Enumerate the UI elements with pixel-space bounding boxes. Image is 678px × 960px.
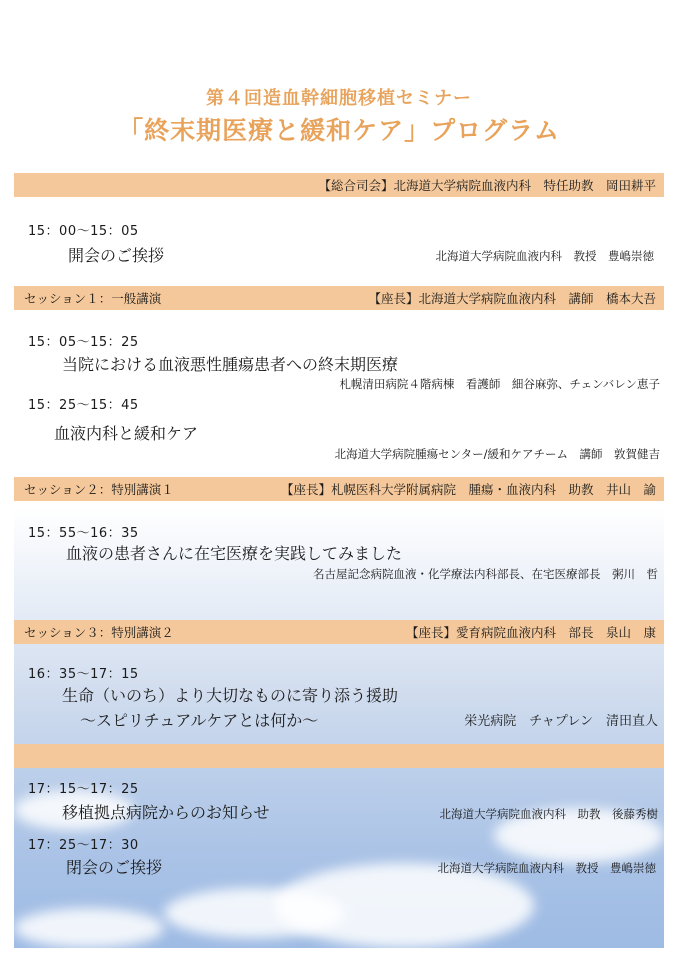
session2-label: セッション２：特別講演１ bbox=[24, 482, 174, 497]
session3-label: セッション３：特別講演２ bbox=[24, 625, 174, 640]
session3-bar bbox=[14, 620, 664, 644]
session3-subtitle: 〜スピリチュアルケアとは何か〜 bbox=[80, 711, 319, 730]
session1-talk1-time: 15：05〜15：25 bbox=[28, 335, 139, 350]
moderator-bar bbox=[14, 173, 664, 197]
closing-item1-time: 17：15〜17：25 bbox=[28, 782, 139, 797]
closing-item1-title: 移植拠点病院からのお知らせ bbox=[62, 803, 270, 822]
opening-time: 15：00〜15：05 bbox=[28, 224, 139, 239]
closing-item2-speaker: 北海道大学病院血液内科 教授 豊嶋崇徳 bbox=[437, 861, 656, 875]
closing-item1-speaker: 北海道大学病院血液内科 助教 後藤秀樹 bbox=[439, 807, 658, 821]
closing-bar bbox=[14, 744, 664, 768]
moderator-label: 【総合司会】北海道大学病院血液内科 特任助教 岡田耕平 bbox=[318, 178, 656, 193]
session3-time: 16：35〜17：15 bbox=[28, 667, 139, 682]
title-line2: 「終末期医療と緩和ケア」プログラム bbox=[118, 116, 560, 145]
opening-title: 開会のご挨拶 bbox=[68, 246, 165, 265]
session1-talk1-title: 当院における血液悪性腫瘍患者への終末期医療 bbox=[62, 355, 399, 374]
session2-chair: 【座長】札幌医科大学附属病院 腫瘍・血液内科 助教 井山 諭 bbox=[280, 482, 656, 497]
session2-bar bbox=[14, 477, 664, 501]
session1-label: セッション１：一般講演 bbox=[24, 291, 162, 306]
cloud-5 bbox=[14, 908, 164, 948]
session1-chair: 【座長】北海道大学病院血液内科 講師 橋本大吾 bbox=[368, 291, 656, 306]
session2-time: 15：55〜16：35 bbox=[28, 526, 139, 541]
closing-item2-time: 17：25〜17：30 bbox=[28, 838, 139, 853]
session3-title: 生命（いのち）より大切なものに寄り添う援助 bbox=[62, 686, 399, 705]
title-line1: 第４回造血幹細胞移植セミナー bbox=[206, 88, 472, 109]
session3-speaker: 栄光病院 チャプレン 清田直人 bbox=[464, 714, 658, 729]
session1-talk2-time: 15：25〜15：45 bbox=[28, 398, 139, 413]
session1-talk1-speaker: 札幌清田病院４階病棟 看護師 細谷麻弥、チェンバレン恵子 bbox=[339, 377, 660, 391]
session2-title: 血液の患者さんに在宅医療を実践してみました bbox=[66, 544, 403, 563]
session2-speaker: 名古屋記念病院血液・化学療法内科部長、在宅医療部長 粥川 哲 bbox=[313, 567, 658, 581]
session1-talk2-title: 血液内科と緩和ケア bbox=[54, 424, 199, 443]
session1-talk2-speaker: 北海道大学病院腫瘍センター/緩和ケアチーム 講師 敦賀健吉 bbox=[334, 447, 660, 461]
session1-bar bbox=[14, 286, 664, 310]
session3-chair: 【座長】愛育病院血液内科 部長 泉山 康 bbox=[405, 625, 656, 640]
closing-item2-title: 閉会のご挨拶 bbox=[66, 858, 163, 877]
opening-speaker: 北海道大学病院血液内科 教授 豊嶋崇徳 bbox=[435, 249, 654, 263]
